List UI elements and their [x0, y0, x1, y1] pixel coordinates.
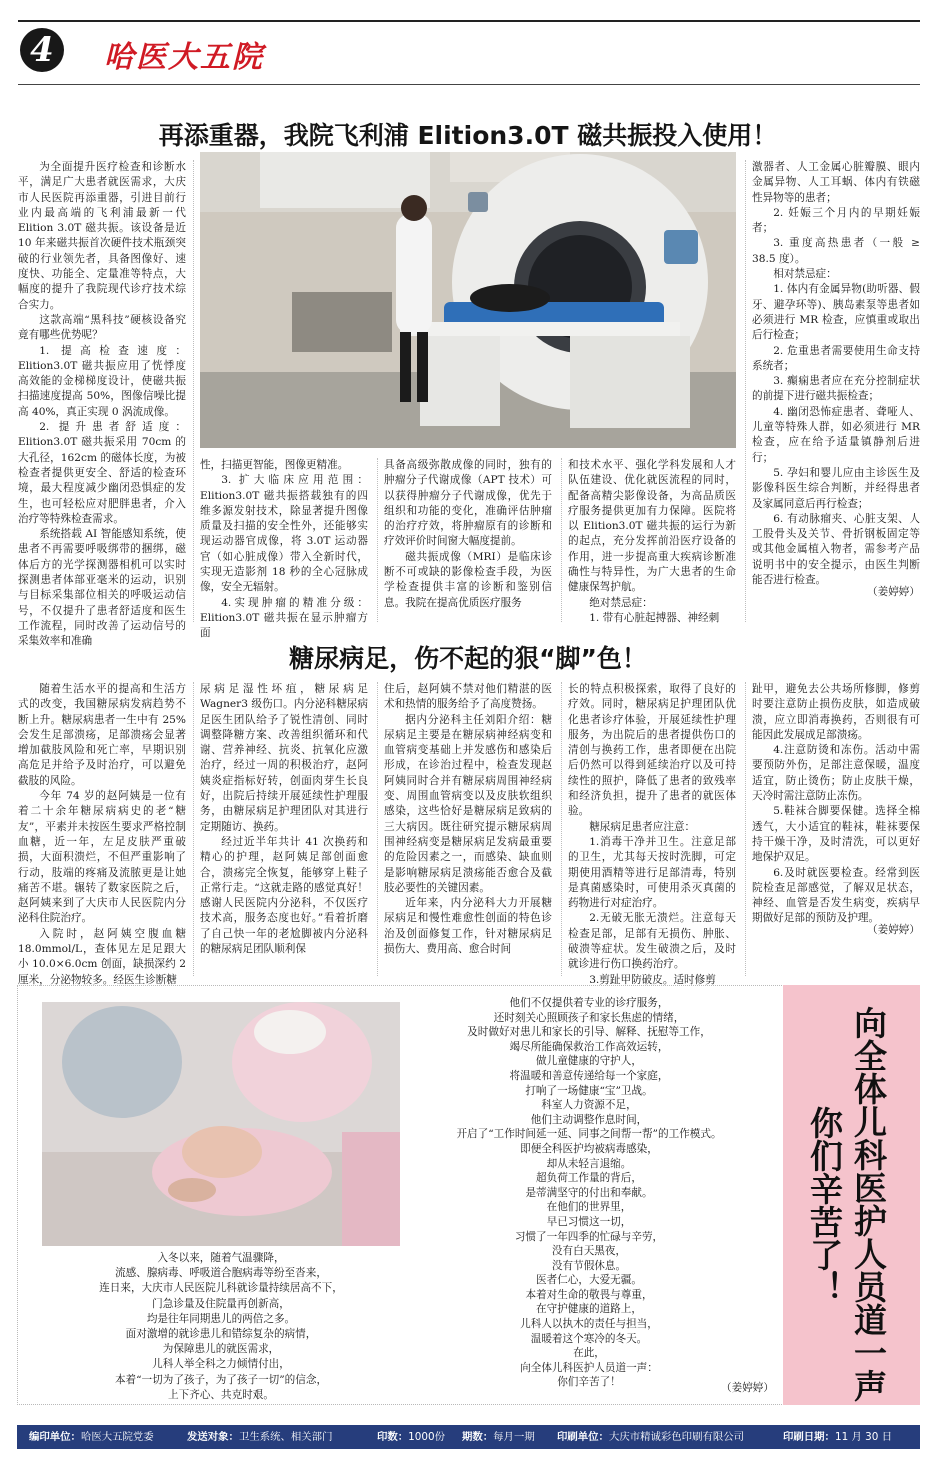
paragraph: 1.消毒干净并卫生。注意足部的卫生，尤其每天按时洗脚，可定期使用酒精等进行足部清毒，特别是真菌感染时，可使用杀灭真菌的药物进行对症治疗。	[568, 835, 736, 910]
column-divider	[193, 682, 194, 976]
poem-line: 本着“一切为了孩子，为了孩子一切”的信念，	[114, 1373, 328, 1386]
article1-col4	[568, 458, 736, 623]
poem-line: 打响了一场健康“宝”卫战。	[525, 1084, 653, 1097]
paragraph: 4.注意防烫和冻伤。活动中需要预防外伤，足部注意保暖，温度适宜，防止烫伤；防止皮肤干燥，天冷时需注意防止冻伤。	[752, 744, 920, 803]
footer-count-value: 1000份	[408, 1431, 446, 1443]
article3-author: （姜婷婷）	[721, 1382, 774, 1394]
poem-line: 做儿童健康的守护人，	[536, 1055, 642, 1068]
footer-period	[462, 1425, 535, 1449]
column-divider	[561, 682, 562, 976]
column-divider	[193, 160, 194, 622]
footer-date-label: 印刷日期：	[783, 1431, 835, 1443]
poem-right	[404, 996, 774, 1390]
footer-editor-label: 编印单位：	[29, 1431, 81, 1443]
paragraph: 长的特点积极探索，取得了良好的疗效。同时，糖尿病足护理团队优化患者诊疗体验，开展延续性护理服务，为出院后的患者提供伤口的清创与换药工作，患者即便在出院后仍然可以得到延续治疗以及可持续性的照护，降低了患者的致残率和经济负担，提升了患者的就医体验。	[568, 683, 736, 818]
article1-col3	[384, 458, 552, 623]
poem-line: 入冬以来，随着气温骤降，	[157, 1252, 285, 1264]
paragraph: 趾甲，避免去公共场所修脚，修剪时要注意防止损伤皮肤，如造成破溃，应立即消毒换药，否则很有可能因此发展成足部溃疡。	[752, 683, 920, 741]
article2-col5	[752, 682, 920, 925]
column-divider	[377, 458, 378, 622]
article1-title: 再添重器，我院飞利浦 Elition3.0T 磁共振投入使用！	[158, 121, 778, 150]
paragraph: 激器者、人工金属心脏瓣膜、眼内金属异物、人工耳蜗、体内有铁磁性异物等的患者；	[752, 161, 920, 204]
footer-period-label: 期数：	[462, 1431, 494, 1443]
paragraph: 6.及时就医要检查。经常到医院检查足部感觉，了解双足状态，神经、血管是否发生病变，疾病早期做好足部的预防及护理。	[752, 866, 920, 925]
column-divider	[561, 458, 562, 622]
footer-period-value: 每月一期	[493, 1431, 535, 1443]
poem-line: 你们辛苦了！	[557, 1376, 621, 1389]
paragraph: 性，扫描更智能，图像更精准。	[200, 459, 349, 471]
poem-line: 即便全科医护均被病毒感染，	[520, 1142, 658, 1155]
paragraph: 1. 体内有金属异物(助听器、假牙、避孕环等)、胰岛素泵等患者如必须进行 MR 检查，应慎重或取出后行检查；	[752, 283, 920, 342]
poem-line: 连日来，大庆市人民医院儿科就诊量持续居高不下，	[99, 1282, 343, 1295]
article2-col4	[568, 682, 736, 986]
paragraph: 为全面提升医疗检查和诊断水平，满足广大患者就医需求，大庆市人民医院再添重器，引进目前行业内最高端的飞利浦最新一代 Elition 3.0T 磁共振。该设备是近 10 年来磁共振首次硬件技术瓶颈突破的行业领先者，具备图像好、速度快、功能全、定量准等特点，大幅度的提升了我院现代诊疗技术综合实力。	[18, 161, 186, 311]
poem-left	[42, 1251, 400, 1403]
header-top-rule	[18, 20, 920, 22]
footer-send	[187, 1425, 332, 1449]
footer-bar	[17, 1425, 920, 1449]
footer-printer-label: 印刷单位：	[557, 1431, 609, 1443]
poem-line: 没有白天黑夜，	[551, 1245, 627, 1258]
footer-send-value: 卫生系统、相关部门	[238, 1431, 333, 1443]
poem-line: 医者仁心，大爱无疆。	[536, 1274, 642, 1287]
poem-line: 本着对生命的敬畏与尊重，	[525, 1288, 653, 1301]
poem-line: 上下齐心、共克时艰。	[168, 1388, 274, 1401]
article2-col3	[384, 682, 552, 976]
paragraph: 随着生活水平的提高和生活方式的改变，我国糖尿病发病趋势不断上升。糖尿病患者一生中有 25%会发生足部溃疡，足部溃疡会显著增加截肢风险和死亡率，早期识别高危足并给予及时治疗，可以避免截肢的风险。	[18, 683, 186, 787]
paragraph: 经过近半年共计 41 次换药和精心的护理，赵阿姨足部创面愈合，溃疡完全恢复，能够穿上鞋子正常行走。“这就走路的感觉真好！感谢人民医院内分泌科，不仅医疗技术高，服务态度也好。”看着折磨了自己快一年的老尬脚被内分泌科的糖尿病足团队顺利保	[200, 835, 368, 956]
paragraph: 相对禁忌症：	[773, 268, 837, 281]
paragraph: 住后，赵阿姨不禁对他们精湛的医术和热情的服务给予了高度赞扬。	[384, 683, 552, 711]
poem-line: 是蒂满坚守的付出和奉献。	[525, 1186, 653, 1199]
paragraph: 和技术水平、强化学科发展和人才队伍建设、优化就医流程的同时，配备高精尖影像设备，为高品质医疗服务提供更加有力保障。医院将以 Elition3.0T 磁共振的运行为新的起点，充分发挥前沿医疗设备的作用，进一步提高重大疾病诊断准确性与特异性，为广大患者的生命健康保驾护航。	[568, 459, 736, 594]
paragraph: 系统搭载 AI 智能感知系统，使患者不再需要呼吸绑带的捆绑，磁体后方的光学探测器相机可以实时探测患者体部亚毫米的运动，识别与目标采集部位相关的呼吸运动信号，不仅提升了患者舒适度和医生工作流程，同时改善了运动信号的采集效率和准确	[18, 528, 186, 648]
poem-line: 儿科人举全科之力倾情付出，	[152, 1358, 290, 1371]
poem-line: 却从未轻言退缩。	[546, 1157, 632, 1170]
article1-col1	[18, 160, 186, 648]
article2-title: 糖尿病足，伤不起的狠“脚”色！	[289, 644, 647, 673]
article2-col1	[18, 682, 186, 986]
footer-count	[377, 1425, 445, 1449]
paragraph: 3. 重度高热患者（一般 ≥ 38.5 度）。	[752, 237, 920, 265]
poem-line: 为保障患儿的就医需求，	[162, 1343, 280, 1356]
poem-line: 向全体儿科医护人员道一声：	[520, 1361, 658, 1374]
article1-col5	[752, 160, 920, 588]
banner-line-2: 你们辛苦了！	[805, 1106, 844, 1304]
poem-line: 他们主动调整作息时间，	[530, 1113, 648, 1126]
poem-line: 习惯了一年四季的忙碌与辛劳，	[514, 1230, 664, 1243]
paragraph: 据内分泌科主任刘阳介绍：糖尿病足主要是在糖尿病神经病变和血管病变基础上并发感伤和感染后形成，在诊治过程中，检查发现赵阿姨同时合并有糖尿病周围神经病变、周围血管病变以及皮肤软组织感染，这些恰好是糖尿病足致病的三大病因。既往研究提示糖尿病周围神经病变是糖尿病足发病最重要的危险因素之一，而感染、缺血则是影响糖尿病足溃疡能否愈合及截肢必要性的关键因素。	[384, 713, 552, 894]
poem-line: 温暖着这个寒冷的冬天。	[530, 1332, 648, 1345]
article2-col2	[200, 682, 368, 976]
poem-line: 及时做好对患儿和家长的引导、解释、抚慰等工作，	[467, 1026, 711, 1039]
footer-printer	[557, 1425, 744, 1449]
paragraph: 5.鞋袜合脚要保健。选择全棉透气，大小适宜的鞋袜，鞋袜要保持干燥干净，及时清洗，可以更好地保护双足。	[752, 805, 920, 864]
poem-line: 早已习惯这一切，	[546, 1215, 632, 1228]
header-bottom-rule	[18, 84, 920, 85]
paragraph: 4.实现肿瘤的精准分级：Elition3.0T 磁共振在显示肿瘤方面	[200, 596, 368, 640]
column-divider	[745, 682, 746, 976]
footer-printer-value: 大庆市精诚彩色印刷有限公司	[608, 1431, 745, 1443]
paragraph: 磁共振成像（MRI）是临床诊断不可或缺的影像检查手段，为医学检查提供丰富的诊断和鉴别信息。我院在提高优质医疗服务	[384, 550, 552, 609]
paragraph: 糖尿病足患者应注意：	[589, 820, 696, 833]
paragraph: 近年来，内分泌科大力开展糖尿病足和慢性难愈性创面的特色诊治及创面修复工作，针对糖尿病足损伤大、费用高、愈合时间	[384, 897, 552, 956]
paragraph: 具备高级弥散成像的同时，独有的肿瘤分子代谢成像（APT 技术）可以获得肿瘤分子代谢成像，优先于组织和功能的变化，准确评估肿瘤的治疗疗效，将肿瘤原有的诊断和疗效评价时间窗大幅度提前。	[384, 459, 552, 548]
footer-date-value: 11 月 30 日	[834, 1431, 893, 1443]
footer-date	[783, 1425, 892, 1449]
poem-line: 科室人力资源不足，	[541, 1099, 637, 1112]
poem-line: 在此，	[573, 1347, 605, 1360]
paragraph: 4. 幽闭恐怖症患者、聋哑人、儿童等特殊人群，如必须进行 MR 检查，应在给予适量镇静剂后进行；	[752, 405, 920, 464]
article1-col2	[200, 458, 368, 640]
paragraph: 6. 有动脉瘤夹、心脏支架、人工股骨头及关节、骨折钢板固定等或其他金属植入物者，需参考产品说明书中的安全提示，由医生判断能否进行检查。	[752, 512, 920, 587]
poem-line: 均是往年同期患儿的两倍之多。	[146, 1312, 296, 1325]
paragraph: 3.剪趾甲防破皮。适时修剪	[589, 973, 716, 986]
paragraph: 1. 带有心脏起搏器、神经刺	[589, 611, 720, 624]
masthead: 哈医大五院	[104, 40, 264, 75]
footer-send-label: 发送对象：	[187, 1431, 239, 1443]
footer-editor	[29, 1425, 154, 1449]
page-number: 4	[30, 30, 54, 70]
paragraph: 2.无破无胀无溃烂。注意每天检查足部，足部有无损伤、肿胀、破溃等症状。发生破溃之后，及时就诊进行伤口换药治疗。	[568, 912, 736, 971]
poem-line: 面对激增的就诊患儿和错综复杂的病情，	[125, 1328, 317, 1341]
paragraph: 绝对禁忌症：	[589, 596, 653, 609]
paragraph: 3. 癫痫患者应在充分控制症状的前提下进行磁共振检查；	[752, 375, 920, 403]
poem-line: 流感、腺病毒、呼吸道合胞病毒等纷至沓来，	[115, 1267, 327, 1280]
poem-line: 没有节假休息。	[551, 1259, 627, 1272]
mri-photo	[200, 152, 736, 448]
paragraph: 2. 妊娠三个月内的早期妊娠者；	[752, 206, 920, 235]
nurse-caring-for-child-photo	[42, 1002, 400, 1246]
article2-author: （姜婷婷）	[867, 924, 920, 936]
poem-line: 在他们的世界里，	[546, 1201, 632, 1214]
paragraph: 2. 提升患者舒适度：Elition3.0T 磁共振采用 70cm 的大孔径，162cm 的磁体长度，为被检查者提供更安全、舒适的检查环境，最大程度减少幽闭恐惧症的发生，也可轻松应对肥胖患者，介入治疗等特殊检查需求。	[18, 421, 186, 525]
poem-line: 开启了“工作时间延一延、同事之间帮一帮”的工作模式。	[456, 1128, 722, 1141]
paragraph: 2. 危重患者需要使用生命支持系统者；	[752, 344, 920, 372]
poem-line: 门急诊量及住院量再创新高，	[152, 1297, 290, 1310]
paragraph: 尿病足湿性坏疽，糖尿病足 Wagner3 级伤口。内分泌科糖尿病足医生团队给予了锐性清创、同时调整降糖方案、改善组织循环和代谢、营养神经、抗炎、抗氧化应激治疗，经过一周的积极治疗，赵阿姨炎症指标好转，创面肉芽生长良好，出院后持续开展延续性护理服务，由糖尿病足护理团队对其进行定期随访、换药。	[200, 683, 368, 833]
poem-line: 超负荷工作量的背后，	[536, 1172, 642, 1185]
poem-line: 在守护健康的道路上，	[536, 1303, 642, 1316]
poem-line: 竭尽所能确保救治工作高效运转，	[509, 1040, 669, 1053]
footer-editor-value: 哈医大五院党委	[80, 1431, 154, 1443]
column-divider	[745, 160, 746, 622]
poem-line: 儿科人以执木的责任与担当，	[520, 1318, 658, 1331]
paragraph: 1. 提高检查速度：Elition3.0T 磁共振应用了恍悸度高效能的金梯梯度设计，使磁共振扫描速度提高 50%，图像信噪比提高 40%，真正实现 0 涡流成像。	[18, 344, 186, 418]
paragraph: 入院时，赵阿姨空腹血糖 18.0mmol/L，查体见左足足跟大小 10.0×6.0cm 创面，缺损深约 2 厘米，分泌物较多。经医生诊断糖	[18, 927, 186, 986]
poem-line: 将温暖和善意传递给每一个家庭，	[509, 1069, 669, 1082]
paragraph: 5. 孕妇和婴儿应由主诊医生及影像科医生综合判断，并经得患者及家属同意后再行检查；	[752, 466, 920, 510]
paragraph: 这款高端“黑科技”硬核设备究竟有哪些优势呢？	[18, 313, 186, 342]
poem-line: 他们不仅提供着专业的诊疗服务，	[509, 997, 669, 1009]
column-divider	[377, 682, 378, 976]
poem-line: 还时刻关心照顾孩子和家长焦虑的情绪，	[493, 1011, 685, 1024]
banner-line-1: 向全体儿科医护人员道一声	[849, 1006, 888, 1402]
footer-count-label: 印数：	[377, 1431, 409, 1443]
article1-author: （姜婷婷）	[867, 586, 920, 598]
paragraph: 3. 扩大临床应用范围：Elition3.0T 磁共振搭载独有的四维多源发射技术，除显著提升图像质量及扫描的安全性外，还能够实现运动器官成像，将 3.0T 运动器官（如心脏成像）带入全新时代，实现无造影剂 18 秒的全心冠脉成像，安全无辐射。	[200, 474, 368, 594]
paragraph: 今年 74 岁的赵阿姨是一位有着二十余年糖尿病病史的老“糖友”，平素并未按医生要求严格控制血糖，近一年，左足皮肤严重破损，大面积溃烂，不但严重影响了行动，肢端的疼痛及流脓更是让她痛苦不堪。辗转了数家医院之后，赵阿姨来到了大庆市人民医院内分泌科住院治疗。	[18, 790, 186, 925]
